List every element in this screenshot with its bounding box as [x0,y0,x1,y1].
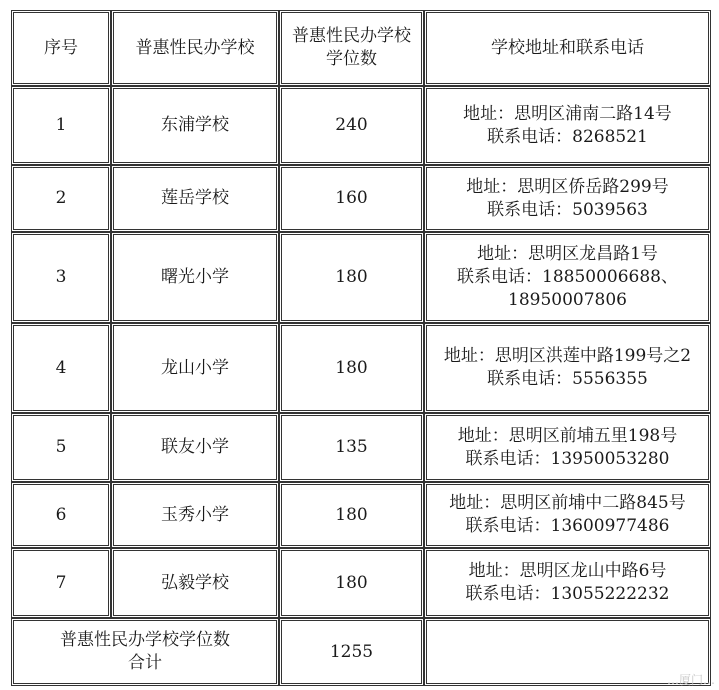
school-contact [424,165,711,232]
school-contact [424,413,711,482]
school-address: 地址：思明区侨岳路299号 [466,176,669,197]
school-name: 莲岳学校 [111,165,279,232]
header-seats: 普惠性民办学校学位数 [279,10,424,86]
row-number: 7 [11,548,111,618]
school-phone: 联系电话：5039563 [487,199,648,220]
school-address: 地址：思明区前埔五里198号 [457,425,678,446]
school-name: 龙山小学 [111,323,279,413]
school-address: 地址：思明区龙山中路6号 [468,561,667,581]
watermark: …厦门… [666,673,715,687]
school-contact [424,232,711,323]
school-contact [424,482,711,548]
school-name: 曙光小学 [111,232,279,323]
row-number: 5 [11,413,111,482]
total-value: 1255 [279,618,424,686]
school-name: 东浦学校 [111,86,279,165]
school-phone: 联系电话：13600977486 [465,516,670,536]
seat-count: 135 [279,413,424,482]
school-phone: 联系电话：5556355 [487,369,648,389]
total-label-line1: 普惠性民办学校学位数 [60,630,230,650]
school-name: 联友小学 [111,413,279,482]
row-number: 1 [11,86,111,165]
seat-count: 160 [279,165,424,232]
header-school: 普惠性民办学校 [111,10,279,86]
row-number: 6 [11,482,111,548]
school-phone: 联系电话：8268521 [487,126,648,147]
table-row [11,232,711,323]
seat-count: 180 [279,232,424,323]
row-number: 4 [11,323,111,413]
header-seq: 序号 [11,10,111,86]
table-row [11,323,711,413]
school-phone-secondary: 18950007806 [508,290,627,310]
total-label-line2: 合计 [128,653,162,673]
school-contact [424,548,711,618]
school-address: 地址：思明区龙昌路1号 [477,244,658,264]
school-phone: 联系电话：13055222232 [465,584,670,604]
school-table [11,10,711,686]
seat-count: 180 [279,548,424,618]
row-number: 2 [11,165,111,232]
table-row [11,548,711,618]
seat-count: 240 [279,86,424,165]
school-address: 地址：思明区前埔中二路845号 [449,493,686,513]
school-phone: 联系电话：13950053280 [465,448,670,469]
row-number: 3 [11,232,111,323]
school-address: 地址：思明区洪莲中路199号之2 [443,346,692,366]
table-row [11,165,711,232]
seat-count: 180 [279,323,424,413]
seat-count: 180 [279,482,424,548]
table-row [11,413,711,482]
school-phone: 联系电话：18850006688、 [457,267,678,287]
school-address: 地址：思明区浦南二路14号 [463,103,672,124]
header-row [11,10,711,86]
table-row [11,482,711,548]
school-contact [424,86,711,165]
school-name: 弘毅学校 [111,548,279,618]
header-contact: 学校地址和联系电话 [424,10,711,86]
total-row [11,618,711,686]
school-contact [424,323,711,413]
school-name: 玉秀小学 [111,482,279,548]
table-row [11,86,711,165]
total-label [11,618,279,686]
